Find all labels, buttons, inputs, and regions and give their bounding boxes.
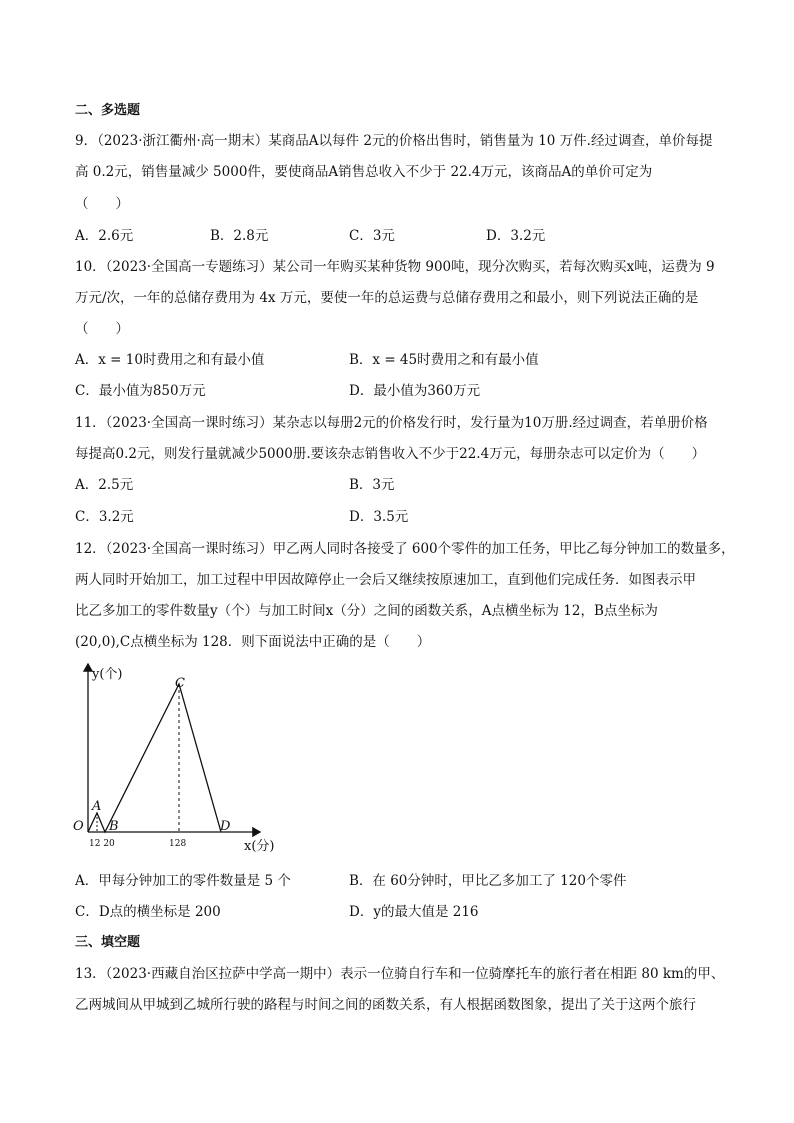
q9-option-b: B．2.8元 bbox=[210, 228, 269, 244]
point-b-label: B bbox=[109, 819, 119, 834]
q10-option-d: D．最小值为360万元 bbox=[349, 383, 481, 399]
q12-option-c: C．D点的横坐标是 200 bbox=[75, 904, 221, 920]
q11-option-c: C．3.2元 bbox=[75, 509, 134, 525]
q10-option-b: B．x = 45时费用之和有最小值 bbox=[349, 352, 539, 368]
q12-function-graph bbox=[70, 660, 275, 860]
q12-stem-line-4: (20,0),C点横坐标为 128．则下面说法中正确的是（ ） bbox=[75, 634, 431, 650]
point-a-label: A bbox=[92, 799, 102, 814]
origin-label: O bbox=[73, 819, 84, 834]
q12-stem-line-2: 两人同时开始加工，加工过程中甲因故障停止一会后又继续按原速加工，直到他们完成任务．如图表示甲 bbox=[75, 572, 696, 588]
q9-option-d: D．3.2元 bbox=[486, 228, 546, 244]
section-heading-multiple-choice: 二、多选题 bbox=[75, 103, 141, 118]
tick-label-12-20: 12 20 bbox=[89, 839, 115, 849]
y-axis-label: y(个) bbox=[92, 667, 123, 682]
q9-stem-line-2: 高 0.2元，销售量减少 5000件，要使商品A销售总收入不少于 22.4万元，该商品A的单价可定为 bbox=[75, 164, 653, 180]
q9-option-c: C．3元 bbox=[349, 228, 395, 244]
q12-stem-line-3: 比乙多加工的零件数量y（个）与加工时间x（分）之间的函数关系，A点横坐标为 12，B点坐标为 bbox=[75, 603, 658, 619]
point-c-label: C bbox=[175, 676, 185, 691]
q10-option-c: C．最小值为850万元 bbox=[75, 383, 206, 399]
q10-option-a: A．x = 10时费用之和有最小值 bbox=[75, 352, 265, 368]
q9-option-a: A．2.6元 bbox=[75, 228, 134, 244]
x-axis-label: x(分) bbox=[244, 839, 275, 854]
tick-label-128: 128 bbox=[169, 839, 187, 849]
q13-stem-line-2: 乙两城间从甲城到乙城所行驶的路程与时间之间的函数关系，有人根据函数图象，提出了关于这两个旅行 bbox=[75, 997, 696, 1013]
q13-stem-line-1: 13．（2023·西藏自治区拉萨中学高一期中）表示一位骑自行车和一位骑摩托车的旅行者在相距 80 km的甲、 bbox=[75, 966, 725, 982]
q12-stem-line-1: 12．（2023·全国高一课时练习）甲乙两人同时各接受了 600个零件的加工任务，甲比乙每分钟加工的数量多， bbox=[75, 541, 735, 557]
section-heading-fill-in: 三、填空题 bbox=[75, 935, 141, 950]
q12-option-a: A．甲每分钟加工的零件数量是 5 个 bbox=[75, 873, 291, 889]
function-polyline bbox=[88, 684, 221, 832]
q10-answer-bracket: （ ） bbox=[75, 321, 129, 337]
q10-stem-line-2: 万元/次，一年的总储存费用为 4x 万元，要使一年的总运费与总储存费用之和最小，则下列说法正确的是 bbox=[75, 290, 699, 306]
q11-stem-line-1: 11．（2023·全国高一课时练习）某杂志以每册2元的价格发行时，发行量为10万册.经过调查，若单册价格 bbox=[75, 415, 708, 431]
q10-stem-line-1: 10．（2023·全国高一专题练习）某公司一年购买某种货物 900吨，现分次购买，若每次购买x吨，运费为 9 bbox=[75, 259, 715, 275]
q12-option-d: D．y的最大值是 216 bbox=[349, 904, 479, 920]
point-d-label: D bbox=[220, 819, 231, 834]
q11-stem-line-2: 每提高0.2元，则发行量就减少5000册.要该杂志销售收入不少于22.4万元，每册杂志可以定价为（ ） bbox=[75, 446, 706, 462]
q11-option-d: D．3.5元 bbox=[349, 509, 409, 525]
q12-option-b: B．在 60分钟时，甲比乙多加工了 120个零件 bbox=[349, 873, 627, 889]
q11-option-b: B．3元 bbox=[349, 477, 395, 493]
q9-answer-bracket: （ ） bbox=[75, 196, 129, 212]
graph-svg bbox=[70, 660, 275, 860]
q11-option-a: A．2.5元 bbox=[75, 477, 134, 493]
q9-stem-line-1: 9．（2023·浙江衢州·高一期末）某商品A以每件 2元的价格出售时，销售量为 10 万件.经过调查，单价每提 bbox=[75, 133, 713, 149]
